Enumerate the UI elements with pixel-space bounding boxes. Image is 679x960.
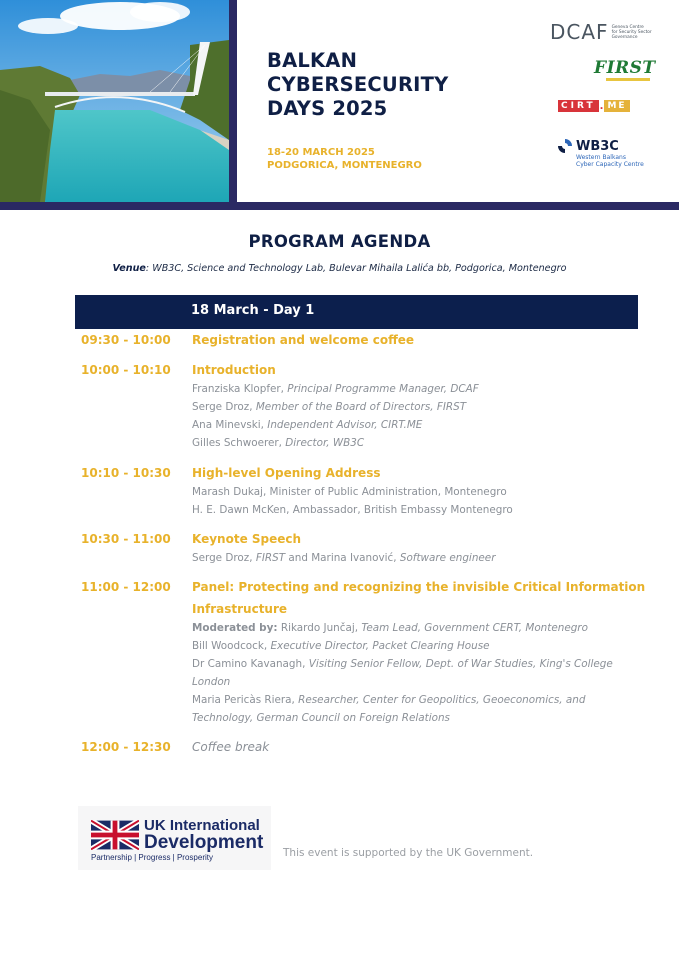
dcaf-logo: DCAF Geneva Centre for Security Sector Governance	[550, 20, 652, 44]
frame-vertical-bar	[229, 0, 237, 210]
speaker: Maria Pericàs Riera, Researcher, Center for Geopolitics, Geoeconomics, and	[192, 694, 586, 706]
speaker: H. E. Dawn McKen, Ambassador, British Embassy Montenegro	[192, 504, 513, 516]
speaker: Bill Woodcock, Executive Director, Packet Clearing House	[192, 640, 490, 652]
session-title: Panel: Protecting and recognizing the invisible Critical Information	[192, 580, 646, 594]
event-header	[0, 0, 679, 210]
wb3c-logo: WB3C Western Balkans Cyber Capacity Centre	[556, 138, 644, 168]
moderator: Moderated by: Rikardo Junčaj, Team Lead, Government CERT, Montenegro	[192, 622, 588, 634]
river-bridge-image	[0, 0, 229, 202]
union-jack-icon	[91, 820, 139, 850]
session-title: High-level Opening Address	[192, 466, 381, 480]
speaker: Serge Droz, FIRST and Marina Ivanović, Software engineer	[192, 552, 496, 564]
speaker-cont: Technology, German Council on Foreign Relations	[192, 712, 450, 724]
session-title: Keynote Speech	[192, 532, 302, 546]
session-time: 12:00 - 12:30	[81, 740, 171, 754]
session-time: 10:00 - 10:10	[81, 363, 171, 377]
event-dates: 18-20 MARCH 2025	[267, 147, 375, 158]
frame-horizontal-bar	[0, 202, 679, 210]
speaker: Ana Minevski, Independent Advisor, CIRT.ME	[192, 419, 423, 431]
title-line: DAYS 2025	[267, 97, 388, 120]
support-statement: This event is supported by the UK Government.	[283, 847, 534, 859]
speaker-cont: London	[192, 676, 231, 688]
title-line: CYBERSECURITY	[267, 73, 449, 96]
day-label: 18 March - Day 1	[191, 303, 315, 318]
event-meta	[267, 146, 422, 172]
venue-label: Venue	[112, 263, 146, 274]
header-photo	[0, 0, 229, 202]
event-title	[267, 49, 448, 121]
session-title-break: Coffee break	[192, 740, 270, 754]
logo-tagline: Partnership | Progress | Prosperity	[91, 853, 213, 862]
partner-logos	[540, 14, 670, 184]
speaker: Franziska Klopfer, Principal Programme Manager, DCAF	[192, 383, 479, 395]
speaker: Marash Dukaj, Minister of Public Administration, Montenegro	[192, 486, 507, 498]
event-location: PODGORICA, MONTENEGRO	[267, 160, 422, 171]
cirt-me-logo: CIRT . ME	[558, 100, 630, 112]
session-time: 09:30 - 10:00	[81, 333, 171, 347]
session-title: Registration and welcome coffee	[192, 333, 415, 347]
first-logo: FIRST	[594, 58, 656, 78]
speaker: Dr Camino Kavanagh, Visiting Senior Fellow, Dept. of War Studies, King's College	[192, 658, 613, 670]
session-time: 11:00 - 12:00	[81, 580, 171, 594]
session-time: 10:30 - 11:00	[81, 532, 171, 546]
moderator-label: Moderated by:	[192, 622, 278, 634]
first-logo-underline	[606, 78, 650, 81]
venue-text: : WB3C, Science and Technology Lab, Bulevar Mihaila Lalića bb, Podgorica, Montenegro	[145, 263, 567, 274]
speaker: Serge Droz, Member of the Board of Directors, FIRST	[192, 401, 467, 413]
session-title-cont: Infrastructure	[192, 602, 288, 616]
wb3c-swirl-icon	[556, 138, 574, 154]
speaker: Gilles Schwoerer, Director, WB3C	[192, 437, 365, 449]
venue-line	[0, 263, 679, 274]
agenda-title: PROGRAM AGENDA	[248, 232, 431, 251]
session-title: Introduction	[192, 363, 276, 377]
day-header	[75, 295, 638, 329]
title-line: BALKAN	[267, 49, 358, 72]
session-time: 10:10 - 10:30	[81, 466, 171, 480]
uk-international-development-logo: UK International Development Partnership | Progress | Prosperity	[78, 806, 271, 870]
